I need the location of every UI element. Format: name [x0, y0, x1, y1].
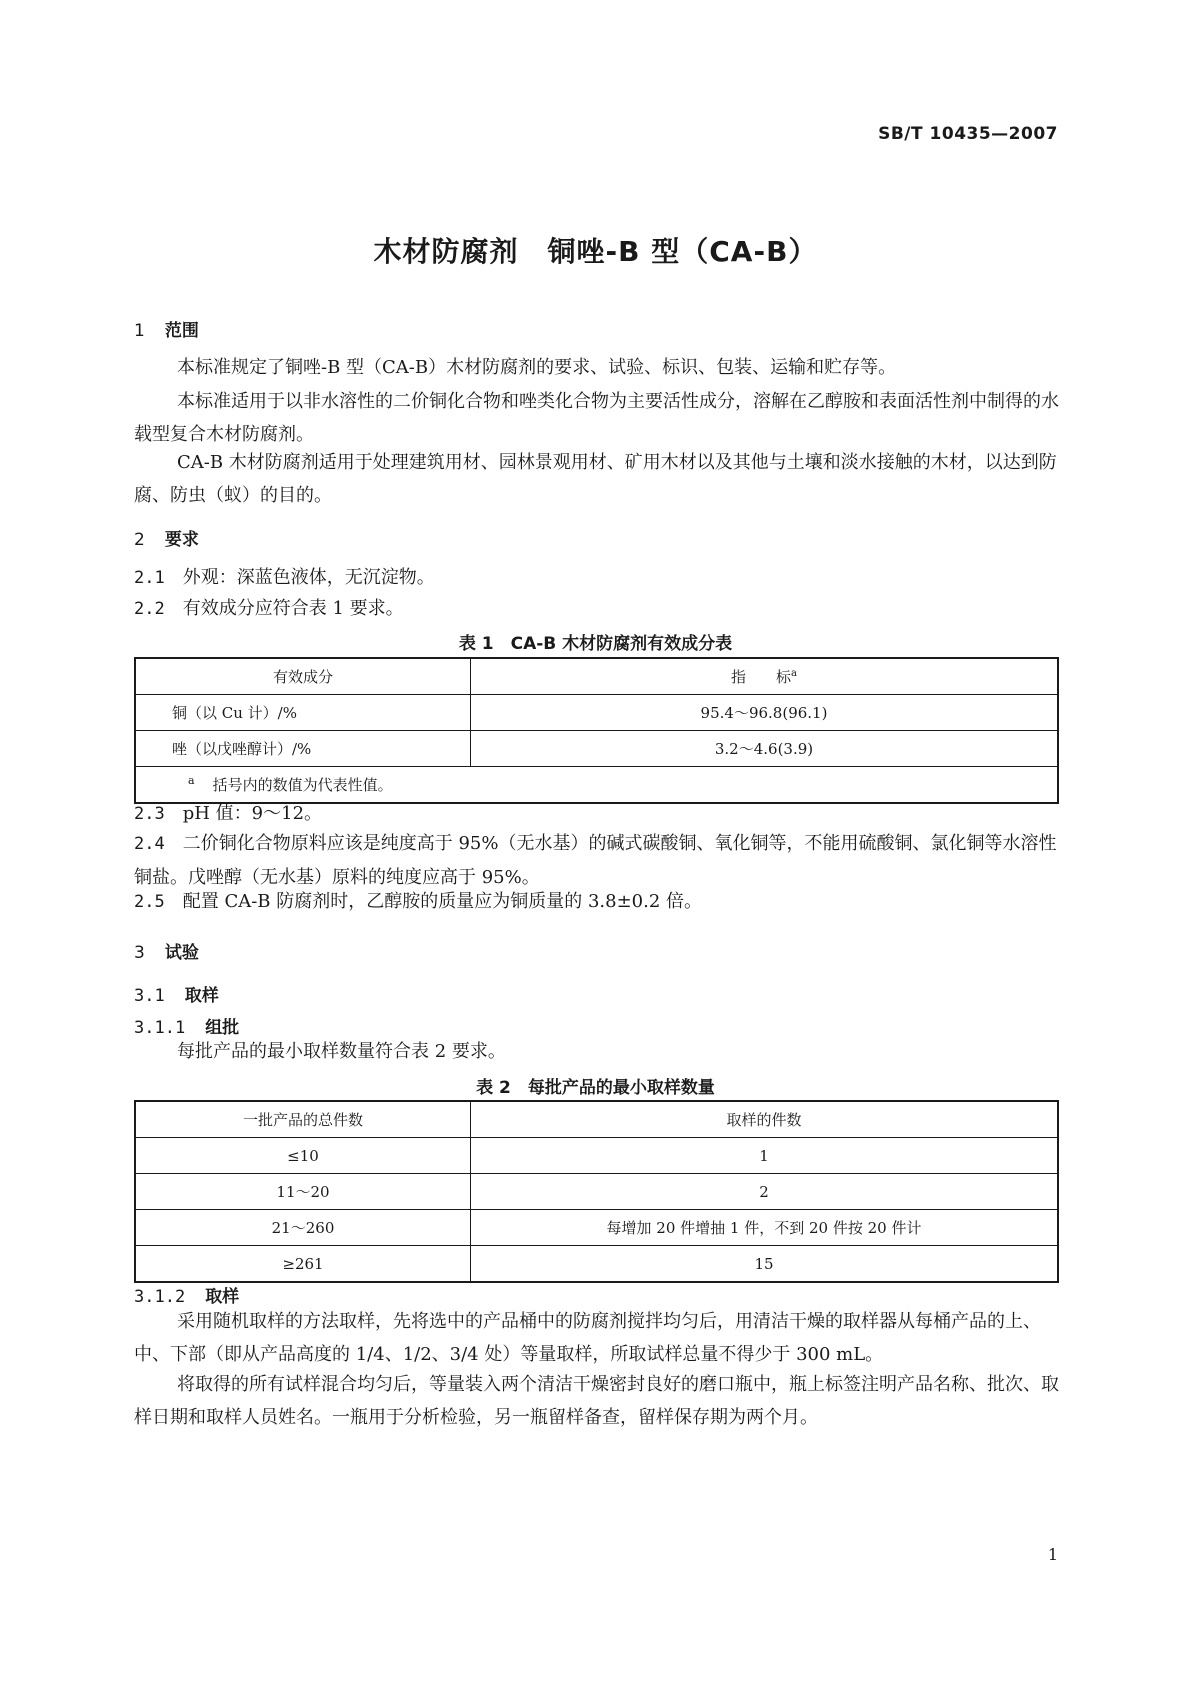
paragraph: 每批产品的最小取样数量符合表 2 要求。: [177, 1041, 506, 1062]
table-cell: 21～260: [135, 1210, 471, 1246]
paragraph: 将取得的所有试样混合均匀后，等量装入两个清洁干燥密封良好的磨口瓶中，瓶上标签注明产品名称、批次、取样日期和取样人员姓名。一瓶用于分析检验，另一瓶留样备查，留样保存期为两个月。: [134, 1374, 1059, 1428]
footnote-marker: a: [791, 668, 797, 679]
section-number: 1: [134, 321, 145, 341]
clause-number: 2.3: [134, 804, 165, 824]
clause-number: 2.1: [134, 568, 165, 588]
section-number: 3.1.2: [134, 1287, 186, 1307]
table-row: [135, 731, 1058, 767]
section-title: 取样: [184, 986, 219, 1006]
paragraph: CA-B 木材防腐剂适用于处理建筑用材、园林景观用材、矿用木材以及其他与土壤和淡水接触的木材，以达到防腐、防虫（蚁）的目的。: [134, 452, 1057, 506]
section-title: 范围: [164, 321, 199, 341]
subsection-3-1-2-heading: [134, 1282, 239, 1307]
table-cell: ≥261: [135, 1246, 471, 1283]
paragraph: 本标准适用于以非水溶性的二价铜化合物和唑类化合物为主要活性成分，溶解在乙醇胺和表面活性剂中制得的水载型复合木材防腐剂。: [134, 391, 1059, 445]
table-cell: 2: [471, 1174, 1059, 1210]
subsection-3-1-heading: [134, 981, 219, 1006]
table-2-caption: 表 2 每批产品的最小取样数量: [476, 1078, 715, 1098]
footnote-marker: a: [188, 774, 195, 787]
clause-2-1: [134, 561, 1059, 595]
section-number: 3.1.1: [134, 1018, 186, 1038]
document-title: 木材防腐剂 铜唑-B 型（CA-B）: [373, 235, 818, 268]
clause-2-2: [134, 592, 1059, 626]
section-1-heading: [134, 316, 199, 341]
table-row: [135, 1210, 1058, 1246]
section-title: 试验: [164, 943, 199, 963]
table-header: 有效成分: [135, 658, 471, 695]
clause-text: pH 值：9～12。: [182, 803, 323, 824]
clause-number: 2.5: [134, 892, 165, 912]
note-text: 括号内的数值为代表性值。: [212, 776, 393, 794]
table-2: [134, 1100, 1059, 1283]
clause-2-4: [134, 827, 1059, 894]
table-cell: 铜（以 Cu 计）/%: [135, 695, 471, 731]
table-cell: 11～20: [135, 1174, 471, 1210]
standard-number: SB/T 10435—2007: [878, 124, 1058, 144]
clause-text: 有效成分应符合表 1 要求。: [182, 598, 404, 619]
table-row: [135, 695, 1058, 731]
section-number: 3.1: [134, 986, 165, 1006]
clause-number: 2.4: [134, 834, 165, 854]
table-cell: 每增加 20 件增抽 1 件，不到 20 件按 20 件计: [471, 1210, 1059, 1246]
section-2-heading: [134, 525, 199, 550]
table-cell: 15: [471, 1246, 1059, 1283]
clause-text: 外观：深蓝色液体，无沉淀物。: [182, 567, 435, 588]
section-title: 组批: [205, 1018, 240, 1038]
clause-2-5: [134, 885, 1059, 919]
table-row: [135, 1174, 1058, 1210]
clause-number: 2.2: [134, 599, 165, 619]
table-row: [135, 1138, 1058, 1174]
clause-text: 配置 CA-B 防腐剂时，乙醇胺的质量应为铜质量的 3.8±0.2 倍。: [182, 891, 703, 912]
section-number: 3: [134, 943, 145, 963]
clause-text: 二价铜化合物原料应该是纯度高于 95%（无水基）的碱式碳酸铜、氧化铜等，不能用硫酸铜、氯化铜等水溶性铜盐。戊唑醇（无水基）原料的纯度应高于 95%。: [134, 833, 1057, 888]
section-3-heading: [134, 938, 199, 963]
table-1-caption: 表 1 CA-B 木材防腐剂有效成分表: [458, 634, 733, 654]
table-cell: ≤10: [135, 1138, 471, 1174]
page-number: 1: [1047, 1545, 1058, 1564]
table-header: 取样的件数: [471, 1101, 1059, 1138]
section-title: 取样: [205, 1287, 240, 1307]
table-row: [135, 1246, 1058, 1283]
paragraph: 采用随机取样的方法取样，先将选中的产品桶中的防腐剂搅拌均匀后，用清洁干燥的取样器从每桶产品的上、中、下部（即从产品高度的 1/4、1/2、3/4 处）等量取样，所取试样总量不得少于 300 mL。: [134, 1311, 1041, 1365]
table-1: [134, 657, 1059, 804]
table-cell: 95.4～96.8(96.1): [471, 695, 1059, 731]
table-header: [471, 658, 1059, 695]
header-text: 指 标: [731, 668, 792, 686]
table-cell: 3.2～4.6(3.9): [471, 731, 1059, 767]
section-title: 要求: [164, 530, 199, 550]
table-cell: 1: [471, 1138, 1059, 1174]
clause-2-3: [134, 797, 1059, 831]
table-header: 一批产品的总件数: [135, 1101, 471, 1138]
paragraph: 本标准规定了铜唑-B 型（CA-B）木材防腐剂的要求、试验、标识、包装、运输和贮存等。: [177, 357, 897, 378]
table-cell: 唑（以戊唑醇计）/%: [135, 731, 471, 767]
section-number: 2: [134, 530, 145, 550]
